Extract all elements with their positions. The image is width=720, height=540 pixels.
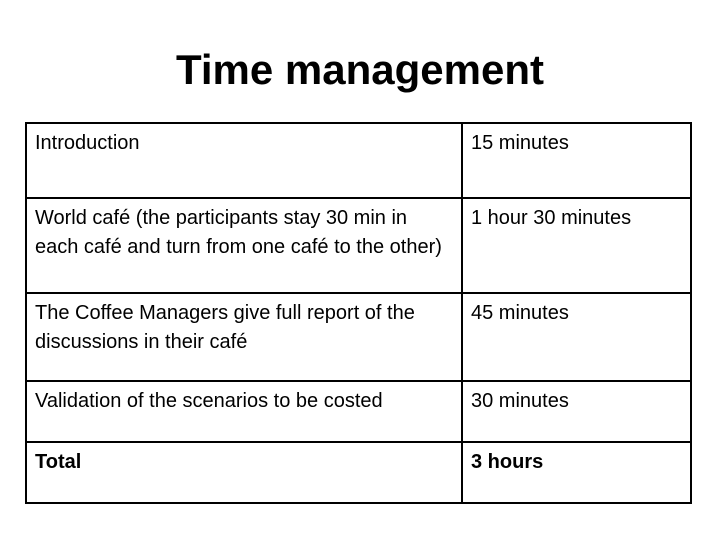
duration-cell: 1 hour 30 minutes: [462, 198, 691, 293]
activity-cell: World café (the participants stay 30 min in each café and turn from one café to the other): [26, 198, 462, 293]
activity-cell: Validation of the scenarios to be costed: [26, 381, 462, 442]
table-row: [26, 123, 691, 198]
duration-cell: 15 minutes: [462, 123, 691, 198]
total-label-cell: Total: [26, 442, 462, 503]
table-row: [26, 381, 691, 442]
time-management-table: [25, 122, 692, 504]
page-title: Time management: [175, 46, 544, 93]
activity-cell: Introduction: [26, 123, 462, 198]
duration-cell: 30 minutes: [462, 381, 691, 442]
table-row: [26, 198, 691, 293]
total-duration-cell: 3 hours: [462, 442, 691, 503]
table-row: [26, 293, 691, 381]
duration-cell: 45 minutes: [462, 293, 691, 381]
activity-cell: The Coffee Managers give full report of the discussions in their café: [26, 293, 462, 381]
total-row: [26, 442, 691, 503]
